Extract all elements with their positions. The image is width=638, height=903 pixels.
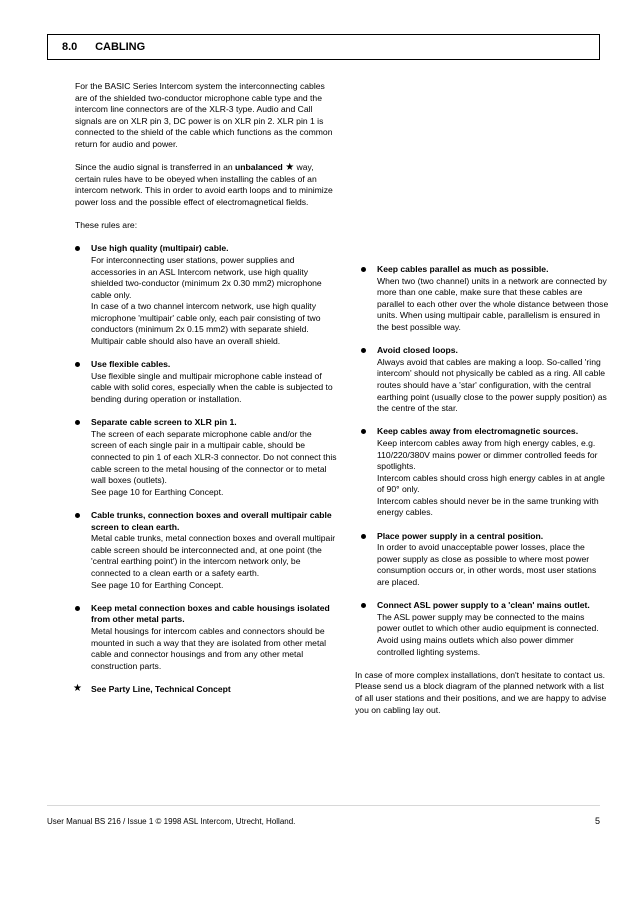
rule-title: Cable trunks, connection boxes and overall multipair cable screen to clean earth.: [91, 509, 332, 532]
rule-text: The screen of each separate microphone cable and/or the screen of each single pair in a multipair cable, should be connected to pin 1 of each XLR-3 connector. Do not connect this cable screen to the metal housing of the connector or to metal wall boxes (outlets).: [91, 428, 337, 486]
bullet-icon: [75, 362, 80, 367]
bullet-icon: [361, 348, 366, 353]
see-also-title: See Party Line, Technical Concept: [91, 683, 231, 694]
rule-text: See page 10 for Earthing Concept.: [91, 486, 224, 497]
rule-text: For interconnecting user stations, power supplies and accessories in an ASL Intercom network, use high quality shielded two-conductor (minimum 2x 0.30 mm2) microphone cable only.: [91, 254, 322, 300]
rule-text: When two (two channel) units in a network are connected by more than one cable, make sure that these cables are parallel to each other over the whole distance between those units. When using multipair cable, parallelism is ensured in the best possible way.: [377, 275, 609, 332]
bullet-icon: [75, 513, 80, 518]
unbalanced-paragraph: [75, 162, 337, 208]
star-icon: ★: [73, 682, 82, 694]
bullet-icon: [75, 420, 80, 425]
rules-list-left: [75, 243, 337, 672]
page-number: 5: [594, 816, 600, 826]
bullet-icon: [361, 603, 366, 608]
unbalanced-text-before: Since the audio signal is transferred in an: [75, 162, 236, 173]
closing-paragraph: In case of more complex installations, don't hesitate to contact us. Please send us a block diagram of the planned network with a list of all user stations and their positions, and we are happy to advise you on cabling lay out.: [355, 669, 607, 715]
rule-text: In order to avoid unacceptable power losses, place the power supply as close as possible to where most power consumption occurs or, in other words, most user stations are placed.: [377, 542, 597, 588]
rule-item: [361, 426, 610, 519]
rule-item: [361, 345, 610, 415]
rule-title: Keep cables parallel as much as possible.: [377, 264, 549, 274]
rule-text: In case of a two channel intercom network, use high quality microphone 'multipair' cable only, each pair consisting of two conductors (minimum 2x 0.15 mm2) with separate shield. Multipair cable should also have an overall shield.: [91, 301, 321, 347]
rule-item: [75, 603, 337, 673]
see-also-note: [75, 684, 337, 696]
rule-item: [75, 243, 337, 347]
rule-title: Separate cable screen to XLR pin 1.: [91, 417, 237, 428]
unbalanced-text-after: way, certain rules have to be obeyed when installing the cables of an intercom network. This in order to avoid earth loops and to minimize power loss and the possible effect of electromagnetical fields.: [75, 162, 333, 207]
section-number: 8.0: [62, 41, 78, 53]
footer-divider: [47, 805, 600, 806]
rule-title: Keep cables away from electromagnetic sources.: [377, 426, 579, 437]
rule-item: [75, 417, 337, 498]
rules-list-right: [355, 264, 610, 658]
rule-item: [361, 264, 610, 334]
rule-text: See page 10 for Earthing Concept.: [91, 579, 224, 590]
rule-title: Use high quality (multipair) cable.: [91, 243, 229, 254]
rule-item: [361, 531, 610, 589]
rule-item: [361, 600, 610, 658]
rule-text: Keep intercom cables away from high energy cables, e.g. 110/220/380V mains power or dimmer controlled feeds for spotlights.: [377, 437, 598, 472]
rule-text: The ASL power supply may be connected to the mains power outlet to which other audio equipment is connected. Avoid using mains outlets which also power dimmer controlled lighting systems.: [377, 611, 599, 657]
rule-text: Always avoid that cables are making a loop. So-called 'ring intercom' should not physically be cabled as a ring. All cable routes should have a 'star' configuration, with the central earthing point (usually close to the power supply position) as the centre of the star.: [377, 356, 607, 414]
rules-intro: These rules are:: [75, 220, 138, 231]
bullet-icon: [361, 534, 366, 539]
bullet-icon: [361, 429, 366, 434]
star-icon: ★: [285, 162, 295, 174]
rule-text: Intercom cables should cross high energy cables in at angle of 90° only.: [377, 472, 605, 495]
right-column: [355, 264, 610, 728]
rule-title: Avoid closed loops.: [377, 345, 458, 356]
left-column: [75, 81, 337, 707]
rule-text: Use flexible single and multipair microphone cable instead of cable with solid cores, especially when the cable is subjected to bending during operation or installation.: [91, 370, 333, 405]
rule-title: Place power supply in a central position.: [377, 530, 544, 541]
footer-text: User Manual BS 216 / Issue 1 © 1998 ASL Intercom, Utrecht, Holland.: [47, 817, 296, 826]
section-header: [47, 34, 600, 60]
bullet-icon: [75, 246, 80, 251]
rule-text: Metal cable trunks, metal connection boxes and overall multipair cable screen should be interconnected and, at one point (the 'central earthing point') in the intercom network only, be connected to a clean earth or a safety earth.: [91, 533, 336, 578]
rule-text: Intercom cables should never be in the same trunking with energy cables.: [377, 495, 599, 518]
bullet-icon: [75, 606, 80, 611]
rule-text: Metal housings for intercom cables and connectors should be mounted in such a way that they are isolated from other metal cable and connector housings and from any other metal construction parts.: [91, 625, 327, 671]
rule-item: [75, 510, 337, 591]
rule-title: Keep metal connection boxes and cable housings isolated from other metal parts.: [91, 602, 330, 625]
rule-title: Use flexible cables.: [91, 359, 171, 370]
unbalanced-term: unbalanced: [235, 162, 283, 173]
rule-title: Connect ASL power supply to a 'clean' mains outlet.: [377, 600, 590, 611]
rule-item: [75, 359, 337, 405]
section-title: CABLING: [95, 41, 146, 53]
intro-paragraph: For the BASIC Series Intercom system the interconnecting cables are of the shielded two-conductor microphone cable type and the intercom line connectors are of the XLR-3 type. Audio and Call signals are on XLR pin 3, DC power is on XLR pin 2. XLR pin 1 is connected to the shield of the cable which functions as the common return for audio and power.: [75, 81, 333, 149]
bullet-icon: [361, 267, 366, 272]
